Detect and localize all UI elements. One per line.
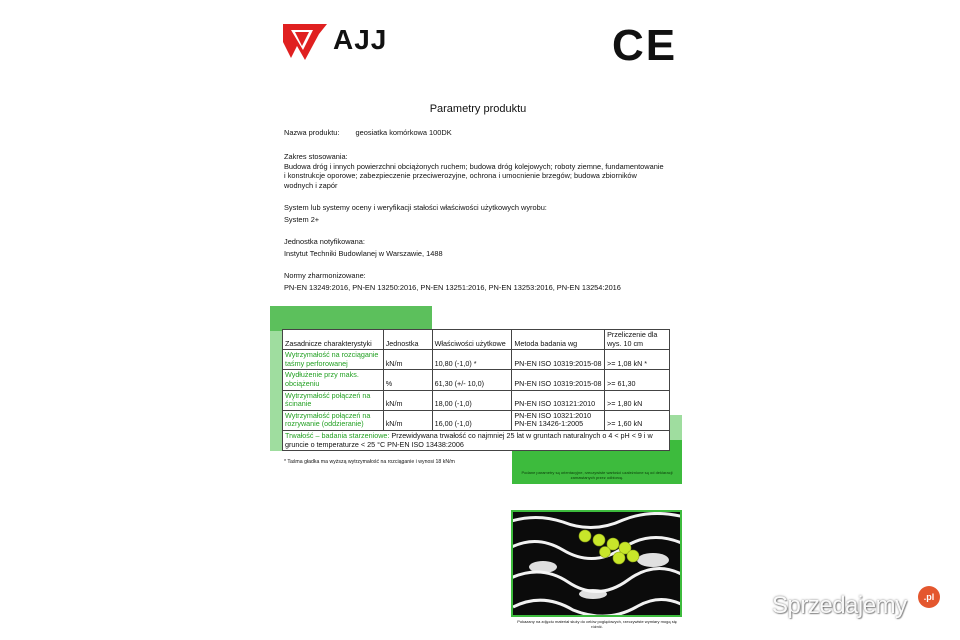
product-name-row: [284, 128, 452, 138]
system-value: System 2+: [284, 214, 320, 224]
header-cell: Jednostka: [383, 330, 432, 350]
header-cell: Przeliczenie dla wys. 10 cm: [605, 330, 670, 350]
standards-label: Normy zharmonizowane:: [284, 271, 366, 280]
durability-cell: [283, 430, 670, 450]
table-cell: PN-EN ISO 103121:2010: [512, 390, 605, 410]
table-cell: >= 1,60 kN: [605, 410, 670, 430]
parameters-table: [282, 329, 670, 451]
durability-label: Trwałość – badania starzeniowe:: [285, 430, 390, 440]
scope-text: Budowa dróg i innych powierzchni obciążonych ruchem; budowa dróg kolejowych; roboty ziemne, fundamentowanie i konstrukcje oporowe; zabezpieczenie przeciwerozyjne, ochrona i umocnienie brzegów; budowa zbiorników wodnych i zapór: [284, 161, 664, 190]
table-cell: 16,00 (-1,0): [432, 410, 512, 430]
notified-body-section: [284, 237, 664, 258]
logo-mark-icon: [281, 22, 329, 62]
table-cell: kN/m: [383, 390, 432, 410]
table-cell: 10,80 (-1,0) *: [432, 350, 512, 370]
green-accent-block: [270, 306, 432, 331]
product-name-label: Nazwa produktu:: [284, 128, 340, 137]
product-name-value: geosiatka komórkowa 100DK: [355, 128, 452, 137]
scope-section: [284, 152, 664, 190]
durability-text: Przewidywana trwałość co najmniej 25 lat w gruntach naturalnych o 4 < pH < 9 i w gruncie o temperaturze < 25 °C PN-EN ISO 13438:2006: [285, 430, 653, 449]
table-cell: Wytrzymałość na rozciąganie taśmy perforowanej: [283, 350, 384, 370]
table-cell: >= 61,30: [605, 370, 670, 390]
watermark-text: Sprzedajemy: [772, 592, 907, 619]
geocell-illustration: [513, 512, 680, 615]
table-cell: kN/m: [383, 410, 432, 430]
header-cell: Właściwości użytkowe: [432, 330, 512, 350]
table-cell: Wytrzymałość połączeń na rozrywanie (oddzieranie): [283, 410, 384, 430]
header-cell: Zasadnicze charakterystyki: [283, 330, 384, 350]
notified-body-value: Instytut Techniki Budowlanej w Warszawie, 1488: [284, 248, 443, 258]
header-cell: Metoda badania wg: [512, 330, 605, 350]
table-cell: PN-EN ISO 10319:2015-08: [512, 350, 605, 370]
document-title: Parametry produktu: [429, 103, 527, 115]
durability-row: [283, 430, 670, 450]
footnote: * Taśma gładka ma wyższą wytrzymałość na rozciąganie i wynosi 18 kN/m: [284, 459, 455, 465]
table-header-row: [283, 330, 670, 350]
ce-mark: CE: [612, 21, 678, 70]
table-row: [283, 410, 670, 430]
system-label: System lub systemy oceny i weryfikacji stałości właściwości użytkowych wyrobu:: [284, 203, 547, 212]
table-cell: >= 1,08 kN *: [605, 350, 670, 370]
system-section: [284, 203, 664, 224]
watermark-badge: .pl: [918, 586, 940, 608]
table-row: [283, 390, 670, 410]
product-photo: [513, 512, 680, 615]
table-row: [283, 350, 670, 370]
table-cell: %: [383, 370, 432, 390]
scope-label: Zakres stosowania:: [284, 152, 348, 161]
table-row: [283, 370, 670, 390]
table-cell: 61,30 (+/- 10,0): [432, 370, 512, 390]
table-cell: Wytrzymałość połączeń na ścinanie: [283, 390, 384, 410]
logo-text: AJJ: [333, 24, 388, 55]
table-cell: >= 1,80 kN: [605, 390, 670, 410]
standards-value: PN-EN 13249:2016, PN-EN 13250:2016, PN-EN 13251:2016, PN-EN 13253:2016, PN-EN 13254:2016: [284, 282, 621, 292]
side-note: Podane parametry są orientacyjne, rzeczywiste wartości uzależnione są od deklaracji zamawianych przez odbiorcę.: [521, 470, 673, 480]
company-logo: [281, 22, 388, 64]
table-cell: Wydłużenie przy maks. obciążeniu: [283, 370, 384, 390]
standards-section: [284, 271, 664, 292]
table-cell: PN-EN ISO 10321:2010 PN-EN 13426-1:2005: [512, 410, 605, 430]
photo-caption: Pokazany na zdjęciu materiał służy do celów poglądowych, rzeczywiste wymiary mogą się różnić.: [517, 619, 677, 629]
notified-body-label: Jednostka notyfikowana:: [284, 237, 365, 246]
table-cell: kN/m: [383, 350, 432, 370]
table-cell: PN-EN ISO 10319:2015-08: [512, 370, 605, 390]
table-cell: 18,00 (-1,0): [432, 390, 512, 410]
